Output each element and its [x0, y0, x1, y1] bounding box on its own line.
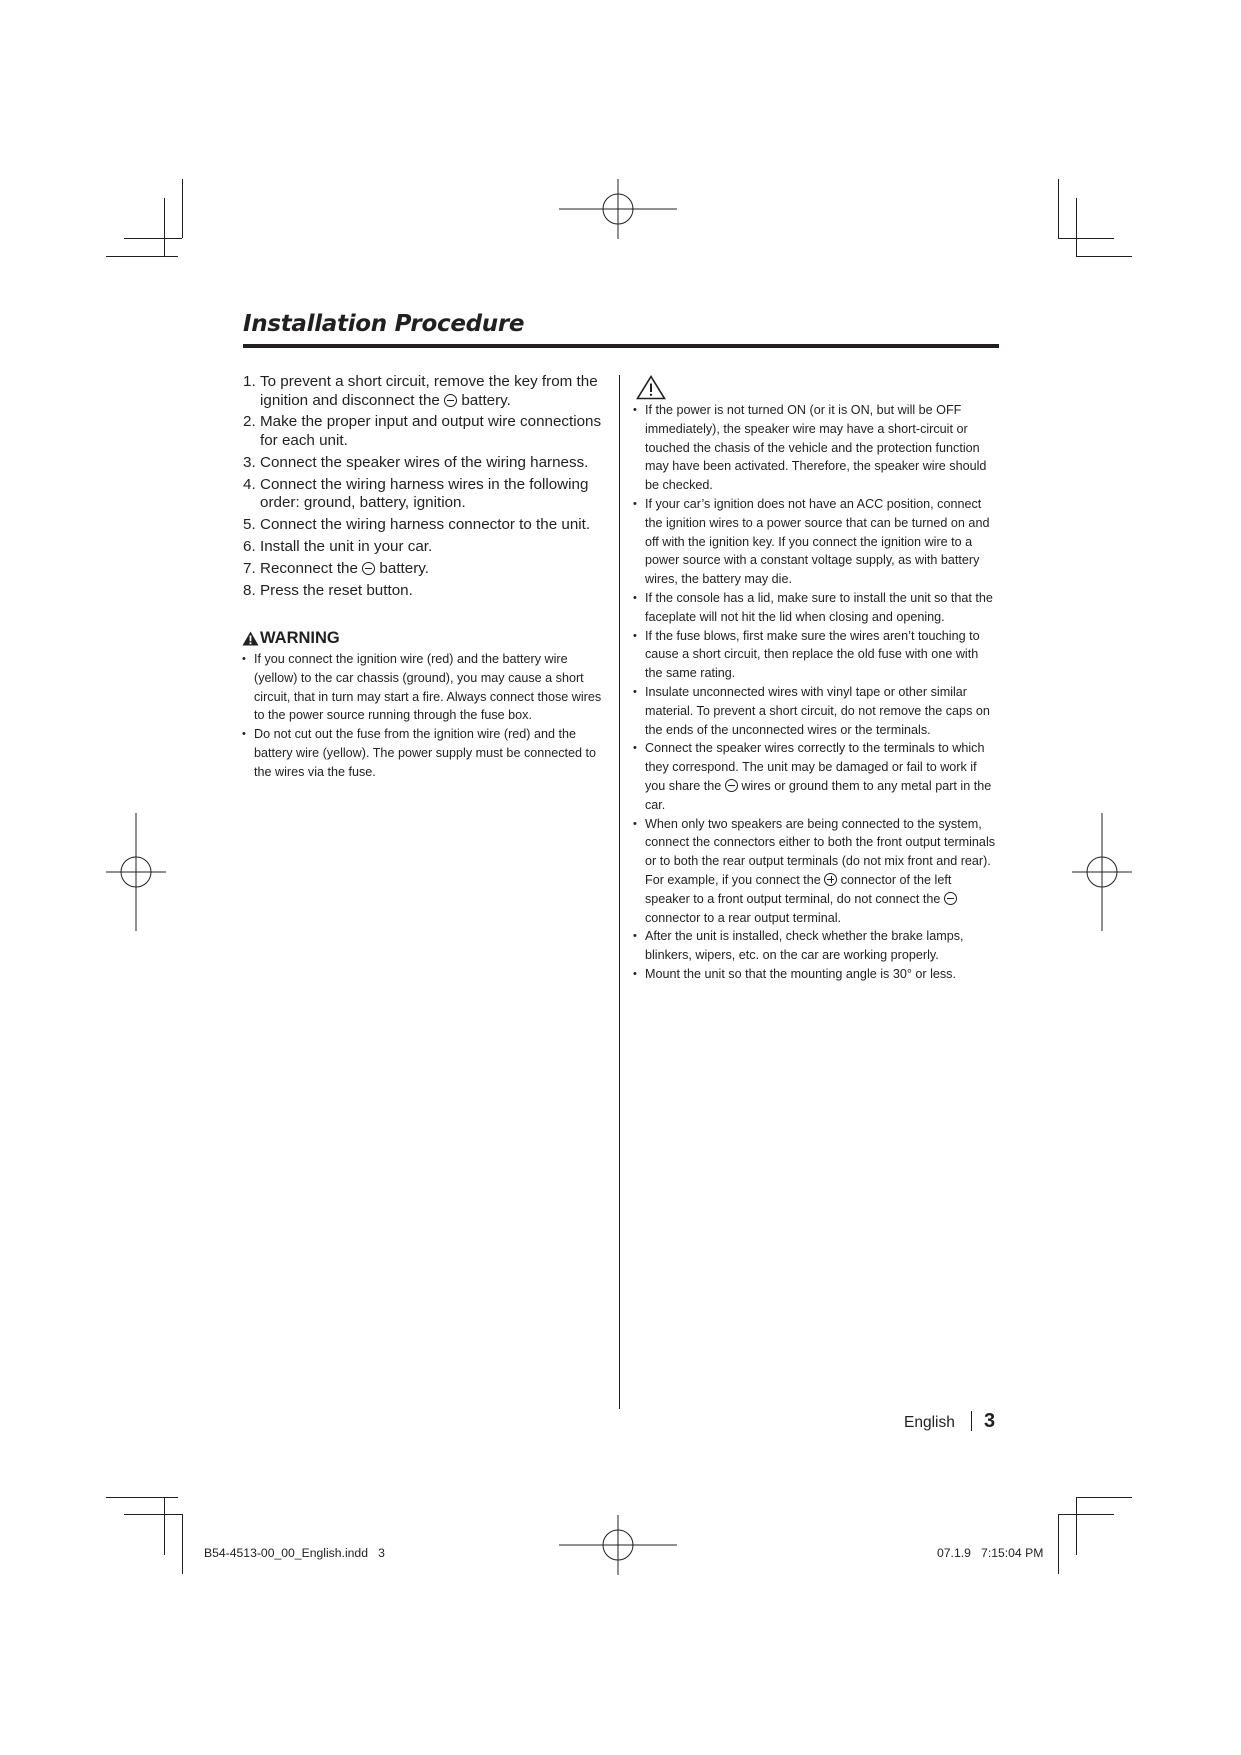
caution-list	[633, 401, 999, 984]
installation-steps	[243, 373, 603, 604]
file-slug: B54-4513-00_00_English.indd 3	[204, 1546, 385, 1560]
registration-mark-right	[1072, 813, 1132, 931]
step-number: 1.	[243, 373, 256, 390]
caution-text: Insulate unconnected wires with vinyl tape or other similar material. To prevent a short circuit, do not remove the caps on the ends of the unconnected wires or the terminals.	[645, 684, 990, 737]
step-text: battery.	[379, 559, 429, 577]
caution-item	[633, 683, 999, 739]
warning-item: • If you connect the ignition wire (red) and the battery wire (yellow) to the car chassis (ground), you may cause a short circuit, that in turn may start a fire. Always connect those wires to the power source running through the fuse box.	[242, 650, 604, 725]
step-number: 5.	[243, 516, 256, 534]
caution-item	[633, 965, 999, 984]
page-title: Installation Procedure	[243, 311, 525, 337]
registration-mark-left	[106, 813, 166, 931]
caution-text: When only two speakers are being connected to the system, connect the connectors either to both the front output terminals or to both the rear output terminals (do not mix front and rear). For example, if you connect the	[645, 816, 996, 887]
print-timestamp: 07.1.9 7:15:04 PM	[937, 1546, 1044, 1560]
minus-symbol-icon	[725, 779, 738, 792]
caution-triangle-icon	[636, 375, 666, 400]
step-text: Press the reset button.	[260, 581, 413, 599]
caution-text: If your car’s ignition does not have an ACC position, connect the ignition wires to a power source that can be turned on and off with the ignition key. If you connect the ignition wire to a power source with a constant voltage supply, as with battery wires, the battery may die.	[645, 496, 990, 587]
warning-item: • Do not cut out the fuse from the ignition wire (red) and the battery wire (yellow). The power supply must be connected to the wires via the fuse.	[242, 725, 604, 781]
step-text: Make the proper input and output wire connections for each unit.	[260, 413, 602, 449]
registration-mark-bottom	[559, 1515, 677, 1575]
step-item	[243, 560, 603, 579]
caution-item	[633, 927, 999, 965]
footer-separator	[971, 1411, 972, 1431]
caution-text: If the console has a lid, make sure to install the unit so that the faceplate will not hit the lid when closing and opening.	[645, 590, 993, 624]
step-text: Connect the wiring harness connector to the unit.	[260, 516, 591, 534]
caution-text: If the fuse blows, first make sure the wires aren’t touching to cause a short circuit, then replace the old fuse with one with the same rating.	[645, 628, 980, 681]
warning-heading-text: WARNING	[260, 629, 340, 647]
caution-item	[633, 815, 999, 928]
step-number: 8.	[243, 581, 256, 599]
plus-symbol-icon	[824, 873, 837, 886]
caution-text: wires or ground them to any metal part in the car.	[645, 778, 992, 812]
step-text: Connect the wiring harness wires in the following order: ground, battery, ignition.	[260, 475, 589, 512]
caution-item	[633, 627, 999, 683]
step-item	[243, 582, 603, 601]
step-text: Install the unit in your car.	[260, 537, 433, 555]
caution-text: Mount the unit so that the mounting angle is 30° or less.	[645, 966, 956, 981]
footer-language: English	[904, 1414, 955, 1431]
registration-mark-top	[559, 179, 677, 239]
step-text: Connect the speaker wires of the wiring harness.	[260, 453, 589, 471]
step-number: 2.	[243, 413, 256, 431]
step-item	[243, 413, 603, 450]
warning-list	[242, 650, 604, 782]
caution-item	[633, 401, 999, 495]
step-item	[243, 454, 603, 473]
caution-text: connector of the left speaker to a front output terminal, do not connect the	[645, 872, 952, 906]
caution-text: After the unit is installed, check whether the brake lamps, blinkers, wipers, etc. on the car are working properly.	[645, 929, 964, 963]
caution-text: If the power is not turned ON (or it is ON, but will be OFF immediately), the speaker wire may have a short-circuit or touched the chasis of the vehicle and the protection function may have been activated. Therefore, the speaker wire should be checked.	[645, 403, 987, 493]
step-number: 6.	[243, 537, 256, 555]
warning-heading	[242, 629, 340, 648]
step-item	[243, 516, 603, 535]
column-divider	[619, 375, 620, 1409]
step-item	[243, 538, 603, 557]
caution-text: Connect the speaker wires correctly to the terminals to which they correspond. The unit may be damaged or fail to work if you share the	[645, 741, 985, 793]
page-number: 3	[984, 1410, 996, 1432]
step-text: Reconnect the	[260, 559, 358, 577]
step-number: 4.	[243, 475, 256, 493]
minus-symbol-icon	[444, 394, 457, 407]
step-number: 3.	[243, 453, 256, 471]
step-item	[243, 476, 603, 513]
title-rule	[243, 344, 999, 348]
warning-triangle-icon	[242, 631, 259, 646]
step-item	[243, 373, 603, 410]
step-number: 7.	[243, 559, 256, 577]
caution-item	[633, 589, 999, 627]
minus-symbol-icon	[362, 562, 375, 575]
minus-symbol-icon	[944, 892, 957, 905]
caution-text: connector to a rear output terminal.	[645, 910, 842, 925]
step-text: To prevent a short circuit, remove the key from the ignition and disconnect the	[260, 373, 598, 409]
caution-item	[633, 739, 999, 814]
caution-item	[633, 495, 999, 589]
step-text: battery.	[461, 391, 511, 409]
